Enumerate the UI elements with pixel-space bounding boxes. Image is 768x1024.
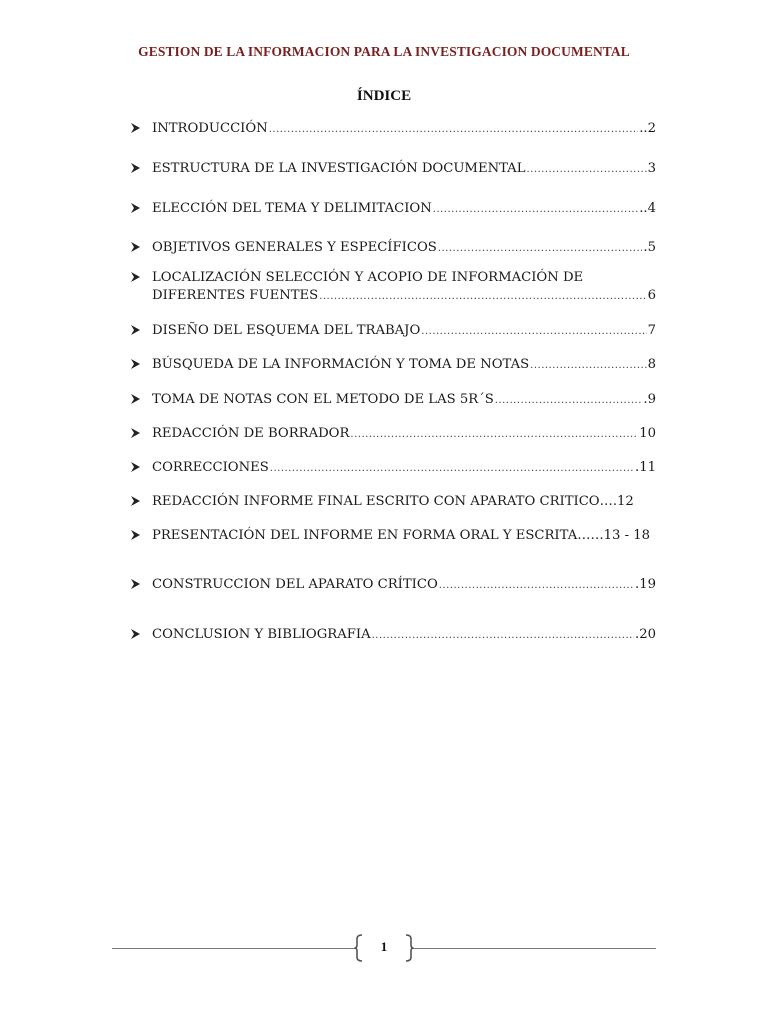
- arrowhead-bullet-icon: [130, 323, 142, 337]
- document-header-title: GESTION DE LA INFORMACION PARA LA INVESTIGACION DOCUMENTAL: [138, 44, 630, 59]
- toc-item: [130, 576, 656, 595]
- toc-leader-dots: [350, 426, 638, 444]
- toc-leader-dots: [530, 357, 646, 375]
- arrowhead-bullet-icon: [130, 357, 142, 371]
- toc-item-page: 10: [639, 426, 656, 441]
- toc-leader-dots: [439, 577, 634, 595]
- toc-item: [130, 391, 656, 410]
- toc-item: [130, 527, 656, 545]
- toc-item: [130, 322, 656, 341]
- footer-rule-left: [112, 948, 356, 949]
- toc-item: [130, 626, 656, 645]
- arrowhead-bullet-icon: [130, 121, 142, 135]
- arrowhead-bullet-icon: [130, 627, 142, 641]
- toc-item-page: .20: [635, 627, 656, 642]
- toc-item-page: 7: [647, 323, 656, 338]
- arrowhead-bullet-icon: [130, 392, 142, 406]
- toc-item-title: REDACCIÓN DE BORRADOR: [152, 426, 350, 441]
- arrowhead-bullet-icon: [130, 528, 142, 542]
- toc-item-page: .5: [643, 240, 656, 255]
- index-heading: ÍNDICE: [356, 88, 412, 104]
- toc-item: [130, 160, 656, 179]
- arrowhead-bullet-icon: [130, 460, 142, 474]
- toc-item-page: .11: [635, 460, 656, 475]
- toc-item-title: TOMA DE NOTAS CON EL METODO DE LAS 5R´S: [152, 392, 494, 407]
- footer-rule-right: [412, 948, 656, 949]
- toc-item-page: 3: [647, 161, 656, 176]
- toc-item-page: ..2: [639, 121, 656, 136]
- arrowhead-bullet-icon: [130, 577, 142, 591]
- toc-leader-dots: [270, 460, 634, 478]
- toc-item-page: ..4: [639, 201, 656, 216]
- toc-leader-dots: [438, 240, 643, 258]
- toc-item-title: DISEÑO DEL ESQUEMA DEL TRABAJO: [152, 323, 421, 338]
- toc-leader-dots: [269, 121, 639, 139]
- toc-item-title: PRESENTACIÓN DEL INFORME EN FORMA ORAL Y ESCRITA: [152, 528, 578, 543]
- toc-item-title: CONCLUSION Y BIBLIOGRAFIA: [152, 627, 371, 642]
- arrowhead-bullet-icon: [130, 161, 142, 175]
- toc-item-title: BÚSQUEDA DE LA INFORMACIÓN Y TOMA DE NOTAS: [152, 357, 530, 372]
- toc-item: [130, 269, 656, 306]
- toc-item-title: ELECCIÓN DEL TEMA Y DELIMITACION: [152, 201, 432, 216]
- toc-item-page: ….12: [599, 494, 634, 509]
- toc-leader-dots: [495, 392, 643, 410]
- toc-item-title: DIFERENTES FUENTES: [152, 288, 319, 303]
- toc-item-title: REDACCIÓN INFORME FINAL ESCRITO CON APARATO CRITICO: [152, 494, 600, 509]
- arrowhead-bullet-icon: [130, 494, 142, 508]
- toc-item: [130, 120, 656, 139]
- toc-item-title: CORRECCIONES: [152, 460, 269, 475]
- toc-item-title: ESTRUCTURA DE LA INVESTIGACIÓN DOCUMENTAL: [152, 161, 526, 176]
- toc-item: [130, 200, 656, 219]
- toc-item-page: .19: [635, 577, 656, 592]
- toc-item-page: .9: [643, 392, 656, 407]
- toc-item: [130, 239, 656, 258]
- toc-leader-dots: [433, 201, 638, 219]
- arrowhead-bullet-icon: [130, 201, 142, 215]
- toc-item-title: CONSTRUCCION DEL APARATO CRÍTICO: [152, 577, 438, 592]
- toc-item: [130, 493, 656, 511]
- toc-leader-dots: [319, 288, 646, 306]
- toc-item-page: 8: [647, 357, 656, 372]
- toc-leader-dots: [372, 627, 634, 645]
- toc-item-page: 6: [647, 288, 656, 303]
- toc-item: [130, 425, 656, 444]
- toc-leader-dots: [421, 323, 646, 341]
- toc-item: [130, 459, 656, 478]
- arrowhead-bullet-icon: [130, 270, 142, 284]
- toc-item-title: INTRODUCCIÓN: [152, 121, 268, 136]
- arrowhead-bullet-icon: [130, 240, 142, 254]
- toc-leader-dots: [526, 161, 646, 179]
- arrowhead-bullet-icon: [130, 426, 142, 440]
- toc-item-title-line1: LOCALIZACIÓN SELECCIÓN Y ACOPIO DE INFORMACIÓN DE: [152, 270, 584, 285]
- toc-item-title: OBJETIVOS GENERALES Y ESPECÍFICOS: [152, 240, 437, 255]
- toc-item-page: ……13 - 18: [577, 528, 651, 543]
- footer-page-number: 1: [380, 939, 388, 954]
- toc-item: [130, 356, 656, 375]
